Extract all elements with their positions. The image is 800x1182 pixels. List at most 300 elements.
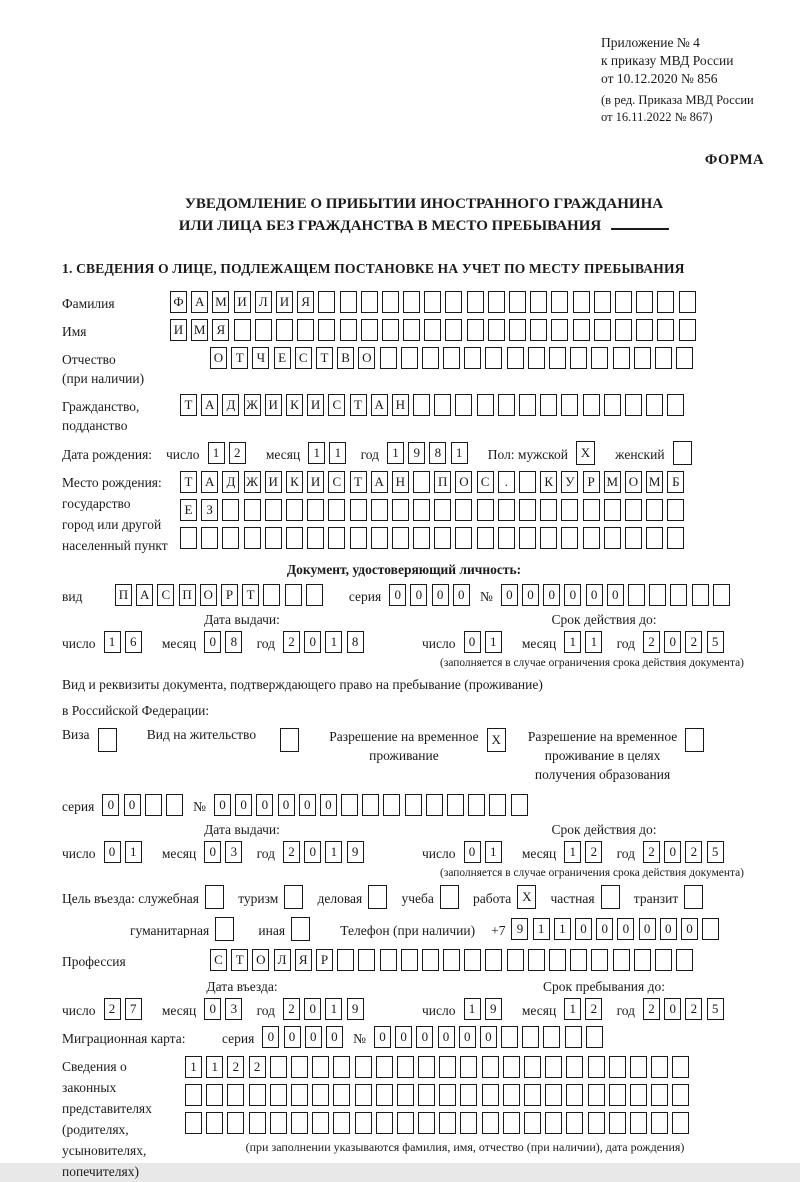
char-box [382, 291, 399, 313]
purpose-humanitarian-label: гуманитарная [130, 922, 210, 938]
char-box: А [371, 394, 388, 416]
char-box [657, 291, 674, 313]
char-box: С [210, 949, 227, 971]
char-box [285, 584, 302, 606]
stay-month-label: месяц [521, 1002, 557, 1018]
stay-day-label: число [422, 1002, 456, 1018]
char-box [488, 319, 505, 341]
id-number-label: № [479, 588, 493, 604]
representatives-label-line6: попечителях) [62, 1164, 139, 1179]
appendix-line-1: Приложение № 4 [601, 35, 700, 50]
char-box [503, 1084, 520, 1106]
permit-valid-day-label: число [422, 845, 456, 861]
char-box: 0 [660, 918, 677, 940]
phone-label: Телефон (при наличии) [340, 922, 476, 938]
char-box: 0 [543, 584, 560, 606]
char-box [583, 527, 600, 549]
char-box: С [328, 394, 345, 416]
char-box [222, 527, 239, 549]
char-box [477, 527, 494, 549]
char-box: 1 [564, 998, 581, 1020]
birth-month-label: месяц [265, 446, 301, 462]
char-box: 0 [410, 584, 427, 606]
char-box [413, 499, 430, 521]
purpose-work-label: работа [473, 890, 512, 906]
purpose-work-checkbox [517, 885, 540, 909]
char-box [625, 499, 642, 521]
char-box [667, 499, 684, 521]
stay-year-label: год [616, 1002, 635, 1018]
char-box: А [191, 291, 208, 313]
permit-valid-month-boxes [564, 841, 606, 863]
char-box [655, 949, 672, 971]
char-box: 0 [102, 794, 119, 816]
entry-day-label: число [62, 1002, 96, 1018]
char-box: . [498, 471, 515, 493]
purpose-private-label: частная [550, 890, 595, 906]
section-1-heading: 1. СВЕДЕНИЯ О ЛИЦЕ, ПОДЛЕЖАЩЕМ ПОСТАНОВКЕ НА УЧЕТ ПО МЕСТУ ПРЕБЫВАНИЯ [62, 261, 685, 276]
char-box [455, 527, 472, 549]
char-box [312, 1112, 329, 1134]
form-title [62, 193, 786, 237]
char-box: Т [231, 347, 248, 369]
permit-issue-year-label: год [256, 845, 275, 861]
phone-boxes [511, 918, 723, 940]
char-box [636, 291, 653, 313]
char-box: Я [297, 291, 314, 313]
char-box: У [561, 471, 578, 493]
permit-series-boxes [102, 794, 187, 816]
char-box [368, 885, 387, 909]
char-box: 1 [485, 631, 502, 653]
char-box [498, 499, 515, 521]
char-box [672, 1056, 689, 1078]
char-box [318, 319, 335, 341]
char-box [488, 291, 505, 313]
char-box [413, 527, 430, 549]
id-valid-day-label: число [422, 635, 456, 651]
char-box: С [157, 584, 174, 606]
char-box: 0 [305, 1026, 322, 1048]
stay-year-boxes [643, 998, 728, 1020]
char-box [583, 394, 600, 416]
char-box [307, 499, 324, 521]
char-box [507, 949, 524, 971]
birthplace-label-line2: государство [62, 496, 131, 511]
birth-date-row [62, 441, 786, 465]
id-series-label: серия [348, 588, 382, 604]
birth-year-boxes [387, 442, 472, 464]
char-box [265, 527, 282, 549]
profession-boxes [210, 949, 697, 971]
char-box: Е [274, 347, 291, 369]
char-box [276, 319, 293, 341]
representatives-boxes-row1 [185, 1056, 745, 1078]
id-type-label: вид [62, 588, 83, 604]
temp-permit-option [329, 727, 510, 765]
id-restriction-note: (заполняется в случае ограничения срока действия документа) [440, 657, 744, 669]
char-box [498, 527, 515, 549]
char-box: 0 [395, 1026, 412, 1048]
char-box [291, 917, 310, 941]
char-box: 0 [278, 794, 295, 816]
char-box: 1 [585, 631, 602, 653]
permit-issue-day-boxes [104, 841, 146, 863]
char-box [376, 1056, 393, 1078]
id-doc-row [62, 584, 786, 606]
residence-checkbox [280, 728, 303, 752]
char-box [561, 499, 578, 521]
char-box: З [201, 499, 218, 521]
char-box [286, 527, 303, 549]
id-series-boxes [389, 584, 474, 606]
entry-year-label: год [256, 1002, 275, 1018]
char-box: О [358, 347, 375, 369]
char-box: С [477, 471, 494, 493]
permit-issue-date-heading: Дата выдачи: [204, 822, 280, 837]
surname-boxes [170, 291, 700, 313]
char-box [613, 949, 630, 971]
char-box [634, 347, 651, 369]
char-box [591, 347, 608, 369]
appendix-note-2: от 16.11.2022 № 867) [601, 110, 713, 124]
char-box: 9 [408, 442, 425, 464]
char-box: 0 [320, 794, 337, 816]
id-valid-year-boxes [643, 631, 728, 653]
profession-row [62, 949, 786, 971]
char-box: М [646, 471, 663, 493]
char-box: 1 [104, 631, 121, 653]
purpose-transit-label: транзит [633, 890, 679, 906]
char-box [503, 1112, 520, 1134]
char-box [630, 1084, 647, 1106]
char-box: X [576, 441, 595, 465]
char-box: 2 [643, 841, 660, 863]
char-box: 0 [501, 584, 518, 606]
char-box [615, 319, 632, 341]
char-box [679, 319, 696, 341]
char-box: 1 [533, 918, 550, 940]
visa-option [62, 727, 121, 752]
char-box [227, 1112, 244, 1134]
birthplace-label [62, 471, 180, 556]
temp-permit-label [329, 727, 478, 765]
purpose-official-label: Цель въезда: служебная [62, 890, 199, 906]
char-box [413, 394, 430, 416]
title-line-1: УВЕДОМЛЕНИЕ О ПРИБЫТИИ ИНОСТРАННОГО ГРАЖДАНИНА [184, 196, 664, 212]
char-box: Т [350, 394, 367, 416]
char-box: 1 [325, 998, 342, 1020]
char-box: 2 [643, 998, 660, 1020]
char-box [376, 1084, 393, 1106]
char-box: И [265, 394, 282, 416]
title-underline [611, 228, 669, 230]
char-box [397, 1084, 414, 1106]
char-box: 2 [643, 631, 660, 653]
permit-number-label: № [193, 798, 206, 814]
id-type-boxes [115, 584, 327, 606]
purpose-business-label: деловая [317, 890, 363, 906]
char-box [672, 1112, 689, 1134]
char-box: 0 [374, 1026, 391, 1048]
representatives-label-line2: законных [62, 1080, 117, 1095]
char-box [530, 319, 547, 341]
purpose-tourism-label: туризм [238, 890, 279, 906]
char-box: X [487, 728, 506, 752]
visa-label: Виза [62, 727, 90, 742]
sex-female-checkbox [673, 441, 696, 465]
char-box: 2 [283, 631, 300, 653]
stay-month-boxes [564, 998, 606, 1020]
permit-type-row [62, 727, 786, 784]
char-box [604, 394, 621, 416]
char-box [392, 499, 409, 521]
char-box: Ж [244, 394, 261, 416]
char-box [355, 1112, 372, 1134]
char-box [361, 291, 378, 313]
char-box [561, 394, 578, 416]
char-box [280, 728, 299, 752]
char-box: К [540, 471, 557, 493]
id-valid-month-boxes [564, 631, 606, 653]
char-box: И [307, 471, 324, 493]
char-box [426, 794, 443, 816]
char-box: 0 [522, 584, 539, 606]
char-box [628, 584, 645, 606]
char-box [397, 1056, 414, 1078]
char-box: 0 [464, 841, 481, 863]
char-box: 1 [325, 631, 342, 653]
birth-year-label: год [360, 446, 379, 462]
char-box [263, 584, 280, 606]
char-box [588, 1056, 605, 1078]
patronymic-label-line2: (при наличии) [62, 371, 145, 386]
representatives-label [62, 1056, 185, 1182]
char-box [440, 885, 459, 909]
char-box [646, 527, 663, 549]
char-box [392, 527, 409, 549]
char-box: Н [392, 394, 409, 416]
char-box [284, 885, 303, 909]
char-box: 0 [480, 1026, 497, 1048]
char-box [328, 499, 345, 521]
char-box: Ф [170, 291, 187, 313]
char-box: 0 [453, 584, 470, 606]
char-box: 0 [681, 918, 698, 940]
sex-male-checkbox [576, 441, 599, 465]
char-box: 1 [451, 442, 468, 464]
char-box: 3 [225, 998, 242, 1020]
char-box: О [200, 584, 217, 606]
birth-day-boxes [208, 442, 250, 464]
char-box [270, 1084, 287, 1106]
char-box: 1 [125, 841, 142, 863]
char-box [350, 499, 367, 521]
char-box [424, 291, 441, 313]
char-box [667, 527, 684, 549]
char-box [545, 1112, 562, 1134]
given-name-boxes [170, 319, 700, 341]
representatives-label-line3: представителях [62, 1101, 152, 1116]
char-box: 1 [387, 442, 404, 464]
char-box: П [115, 584, 132, 606]
char-box: 0 [204, 998, 221, 1020]
migration-card-row [62, 1026, 786, 1048]
char-box [540, 527, 557, 549]
temp-edu-option [528, 727, 709, 784]
char-box [625, 527, 642, 549]
char-box [651, 1056, 668, 1078]
char-box [291, 1056, 308, 1078]
char-box [434, 394, 451, 416]
char-box [482, 1084, 499, 1106]
char-box [418, 1056, 435, 1078]
char-box: Р [583, 471, 600, 493]
char-box [604, 499, 621, 521]
char-box [460, 1056, 477, 1078]
char-box: А [136, 584, 153, 606]
appendix-block [601, 34, 786, 126]
temp-permit-label-line2: проживание [369, 748, 439, 763]
char-box [422, 347, 439, 369]
char-box [588, 1112, 605, 1134]
char-box [333, 1112, 350, 1134]
permit-valid-month-label: месяц [521, 845, 557, 861]
char-box: Т [231, 949, 248, 971]
char-box [679, 291, 696, 313]
char-box [615, 291, 632, 313]
char-box [340, 319, 357, 341]
char-box: 0 [586, 584, 603, 606]
char-box: М [212, 291, 229, 313]
char-box: 0 [596, 918, 613, 940]
given-name-label: Имя [62, 324, 87, 339]
char-box: 8 [225, 631, 242, 653]
char-box [270, 1112, 287, 1134]
char-box [464, 949, 481, 971]
char-box [482, 1056, 499, 1078]
char-box: 1 [325, 841, 342, 863]
char-box: 6 [125, 631, 142, 653]
char-box [249, 1084, 266, 1106]
phone-prefix: +7 [491, 922, 506, 938]
char-box: 0 [284, 1026, 301, 1048]
char-box: В [337, 347, 354, 369]
citizenship-row [62, 394, 786, 435]
char-box: 0 [464, 631, 481, 653]
char-box [673, 441, 692, 465]
char-box [467, 291, 484, 313]
purpose-private-checkbox [601, 885, 624, 909]
char-box: Т [316, 347, 333, 369]
char-box [249, 1112, 266, 1134]
char-box: И [234, 291, 251, 313]
purpose-business-checkbox [368, 885, 391, 909]
char-box [405, 794, 422, 816]
char-box: Р [316, 949, 333, 971]
char-box [549, 949, 566, 971]
migration-number-boxes [374, 1026, 607, 1048]
id-issue-day-boxes [104, 631, 146, 653]
representatives-label-line5: усыновителях, [62, 1143, 147, 1158]
char-box [318, 291, 335, 313]
char-box: 2 [283, 998, 300, 1020]
temp-edu-label-line1: Разрешение на временное [527, 729, 678, 744]
char-box [403, 291, 420, 313]
char-box [439, 1084, 456, 1106]
citizenship-label-line2: подданство [62, 418, 128, 433]
purpose-transit-checkbox [684, 885, 707, 909]
char-box [464, 347, 481, 369]
char-box [371, 527, 388, 549]
char-box: 0 [262, 1026, 279, 1048]
char-box [676, 949, 693, 971]
char-box: 1 [464, 998, 481, 1020]
char-box: 0 [664, 631, 681, 653]
appendix-line-2: к приказу МВД России [601, 53, 734, 68]
birth-day-label: число [166, 446, 200, 462]
char-box [511, 794, 528, 816]
char-box: 1 [564, 841, 581, 863]
char-box [594, 319, 611, 341]
given-name-row [62, 319, 786, 341]
char-box [244, 527, 261, 549]
char-box [528, 347, 545, 369]
char-box [371, 499, 388, 521]
representatives-note: (при заполнении указываются фамилия, имя, отчество (при наличии), дата рождения) [245, 1140, 685, 1154]
char-box: 1 [208, 442, 225, 464]
char-box: 0 [214, 794, 231, 816]
char-box [306, 584, 323, 606]
char-box [485, 347, 502, 369]
char-box: 0 [564, 584, 581, 606]
char-box: А [201, 471, 218, 493]
char-box [355, 1084, 372, 1106]
char-box: 0 [389, 584, 406, 606]
char-box [702, 918, 719, 940]
char-box [545, 1084, 562, 1106]
char-box [549, 347, 566, 369]
char-box [524, 1084, 541, 1106]
profession-label: Профессия [62, 954, 126, 969]
char-box: Я [295, 949, 312, 971]
char-box [424, 319, 441, 341]
birthplace-label-line1: Место рождения: [62, 475, 162, 490]
char-box: 9 [511, 918, 528, 940]
purpose-study-checkbox [440, 885, 463, 909]
char-box: И [307, 394, 324, 416]
char-box [434, 527, 451, 549]
char-box [358, 949, 375, 971]
char-box [670, 584, 687, 606]
char-box [646, 394, 663, 416]
char-box [672, 1084, 689, 1106]
temp-edu-label [528, 727, 677, 784]
char-box: 2 [685, 631, 702, 653]
char-box [382, 319, 399, 341]
char-box: И [276, 291, 293, 313]
permit-valid-year-label: год [616, 845, 635, 861]
char-box [206, 1084, 223, 1106]
char-box: 0 [326, 1026, 343, 1048]
char-box: 0 [304, 631, 321, 653]
birthplace-boxes-row3 [180, 527, 689, 549]
birthplace-row [62, 471, 786, 556]
permit-number-boxes [214, 794, 532, 816]
char-box: 0 [432, 584, 449, 606]
char-box [630, 1056, 647, 1078]
char-box: 1 [485, 841, 502, 863]
